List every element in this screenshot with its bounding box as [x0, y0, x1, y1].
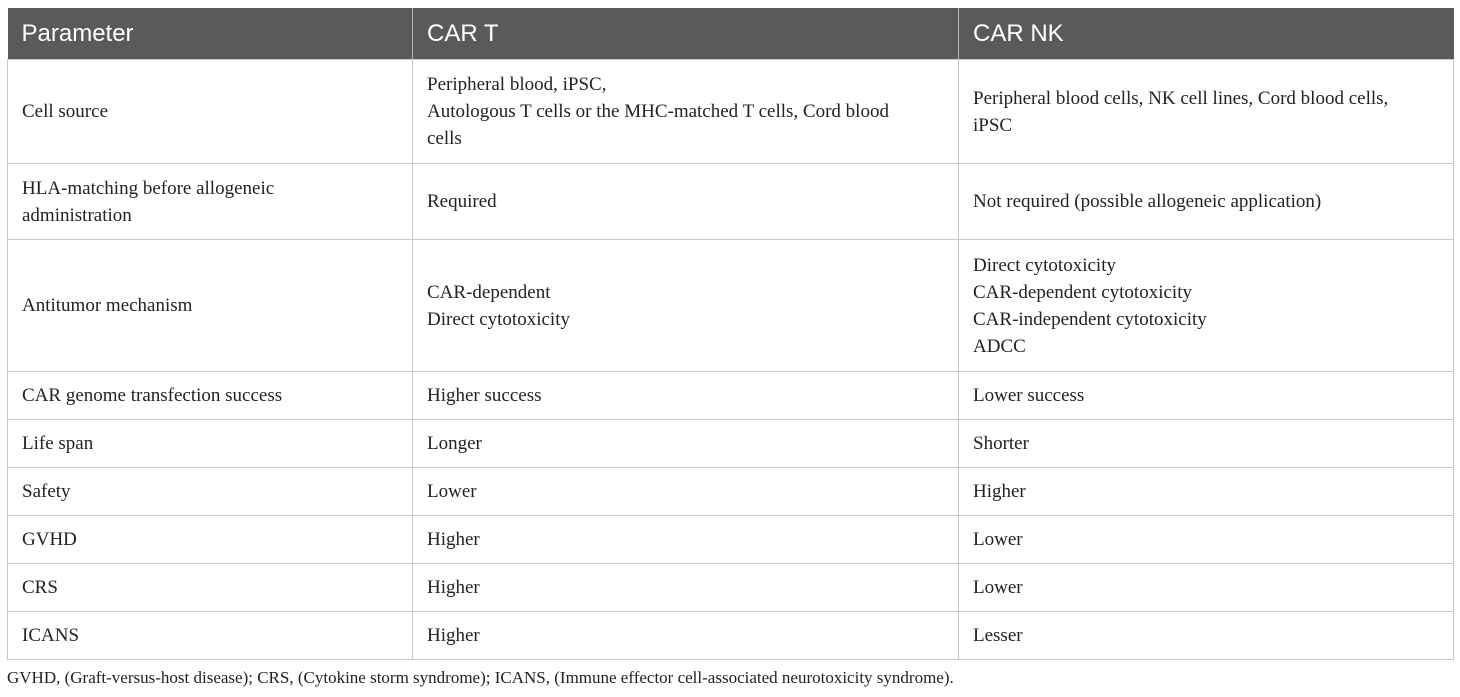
cell-car-t: Higher — [413, 612, 959, 660]
cell-line: CAR-independent cytotoxicity — [973, 308, 1207, 330]
cell-car-t: Required — [413, 164, 959, 240]
cell-line: CAR-dependent — [427, 281, 551, 303]
cell-line: iPSC — [973, 114, 1013, 136]
cell-line: Peripheral blood cells, NK cell lines, Cord blood cells, — [973, 87, 1389, 109]
cell-line: Direct cytotoxicity — [973, 254, 1116, 276]
cell-parameter: Antitumor mechanism — [8, 240, 413, 372]
cell-line: cells — [427, 128, 462, 149]
cell-car-t: Higher — [413, 564, 959, 612]
cell-car-nk — [959, 240, 1454, 372]
cell-car-t: Higher success — [413, 372, 959, 420]
header-car-t: CAR T — [413, 8, 959, 60]
table-row — [8, 240, 1454, 372]
cell-car-nk: Lower success — [959, 372, 1454, 420]
cell-parameter: Life span — [8, 420, 413, 468]
cell-car-t — [413, 240, 959, 372]
cell-line: HLA-matching before allogeneic — [22, 177, 275, 199]
cell-line: Peripheral blood, iPSC, — [427, 74, 607, 95]
table-row — [8, 468, 1454, 516]
cell-parameter: CRS — [8, 564, 413, 612]
cell-parameter: Safety — [8, 468, 413, 516]
table-row — [8, 372, 1454, 420]
table-row — [8, 516, 1454, 564]
table-header — [8, 8, 1454, 60]
cell-parameter — [8, 164, 413, 240]
table-body — [8, 60, 1454, 660]
table-row — [8, 164, 1454, 240]
cell-car-t: Lower — [413, 468, 959, 516]
cell-parameter: ICANS — [8, 612, 413, 660]
cell-line: Autologous T cells or the MHC-matched T cells, Cord blood — [427, 101, 889, 122]
table-row — [8, 564, 1454, 612]
cell-car-t: Higher — [413, 516, 959, 564]
comparison-table — [7, 8, 1454, 660]
cell-line: ADCC — [973, 335, 1026, 357]
table-row — [8, 420, 1454, 468]
comparison-table-container — [7, 8, 1453, 660]
header-parameter: Parameter — [8, 8, 413, 60]
cell-parameter: Cell source — [8, 60, 413, 164]
cell-car-nk: Lesser — [959, 612, 1454, 660]
table-row — [8, 612, 1454, 660]
cell-parameter: CAR genome transfection success — [8, 372, 413, 420]
cell-line: Direct cytotoxicity — [427, 308, 570, 330]
cell-car-nk: Lower — [959, 564, 1454, 612]
cell-parameter: GVHD — [8, 516, 413, 564]
cell-car-nk: Shorter — [959, 420, 1454, 468]
header-row — [8, 8, 1454, 60]
cell-line: administration — [22, 204, 132, 226]
cell-car-t — [413, 60, 959, 164]
cell-car-t: Longer — [413, 420, 959, 468]
table-row — [8, 60, 1454, 164]
cell-car-nk — [959, 60, 1454, 164]
cell-car-nk: Not required (possible allogeneic application) — [959, 164, 1454, 240]
cell-car-nk: Lower — [959, 516, 1454, 564]
cell-line: CAR-dependent cytotoxicity — [973, 281, 1192, 303]
cell-car-nk: Higher — [959, 468, 1454, 516]
header-car-nk: CAR NK — [959, 8, 1454, 60]
table-footnote: GVHD, (Graft-versus-host disease); CRS, (Cytokine storm syndrome); ICANS, (Immune effector cell-associated neurotoxicity syndrome). — [7, 668, 954, 687]
